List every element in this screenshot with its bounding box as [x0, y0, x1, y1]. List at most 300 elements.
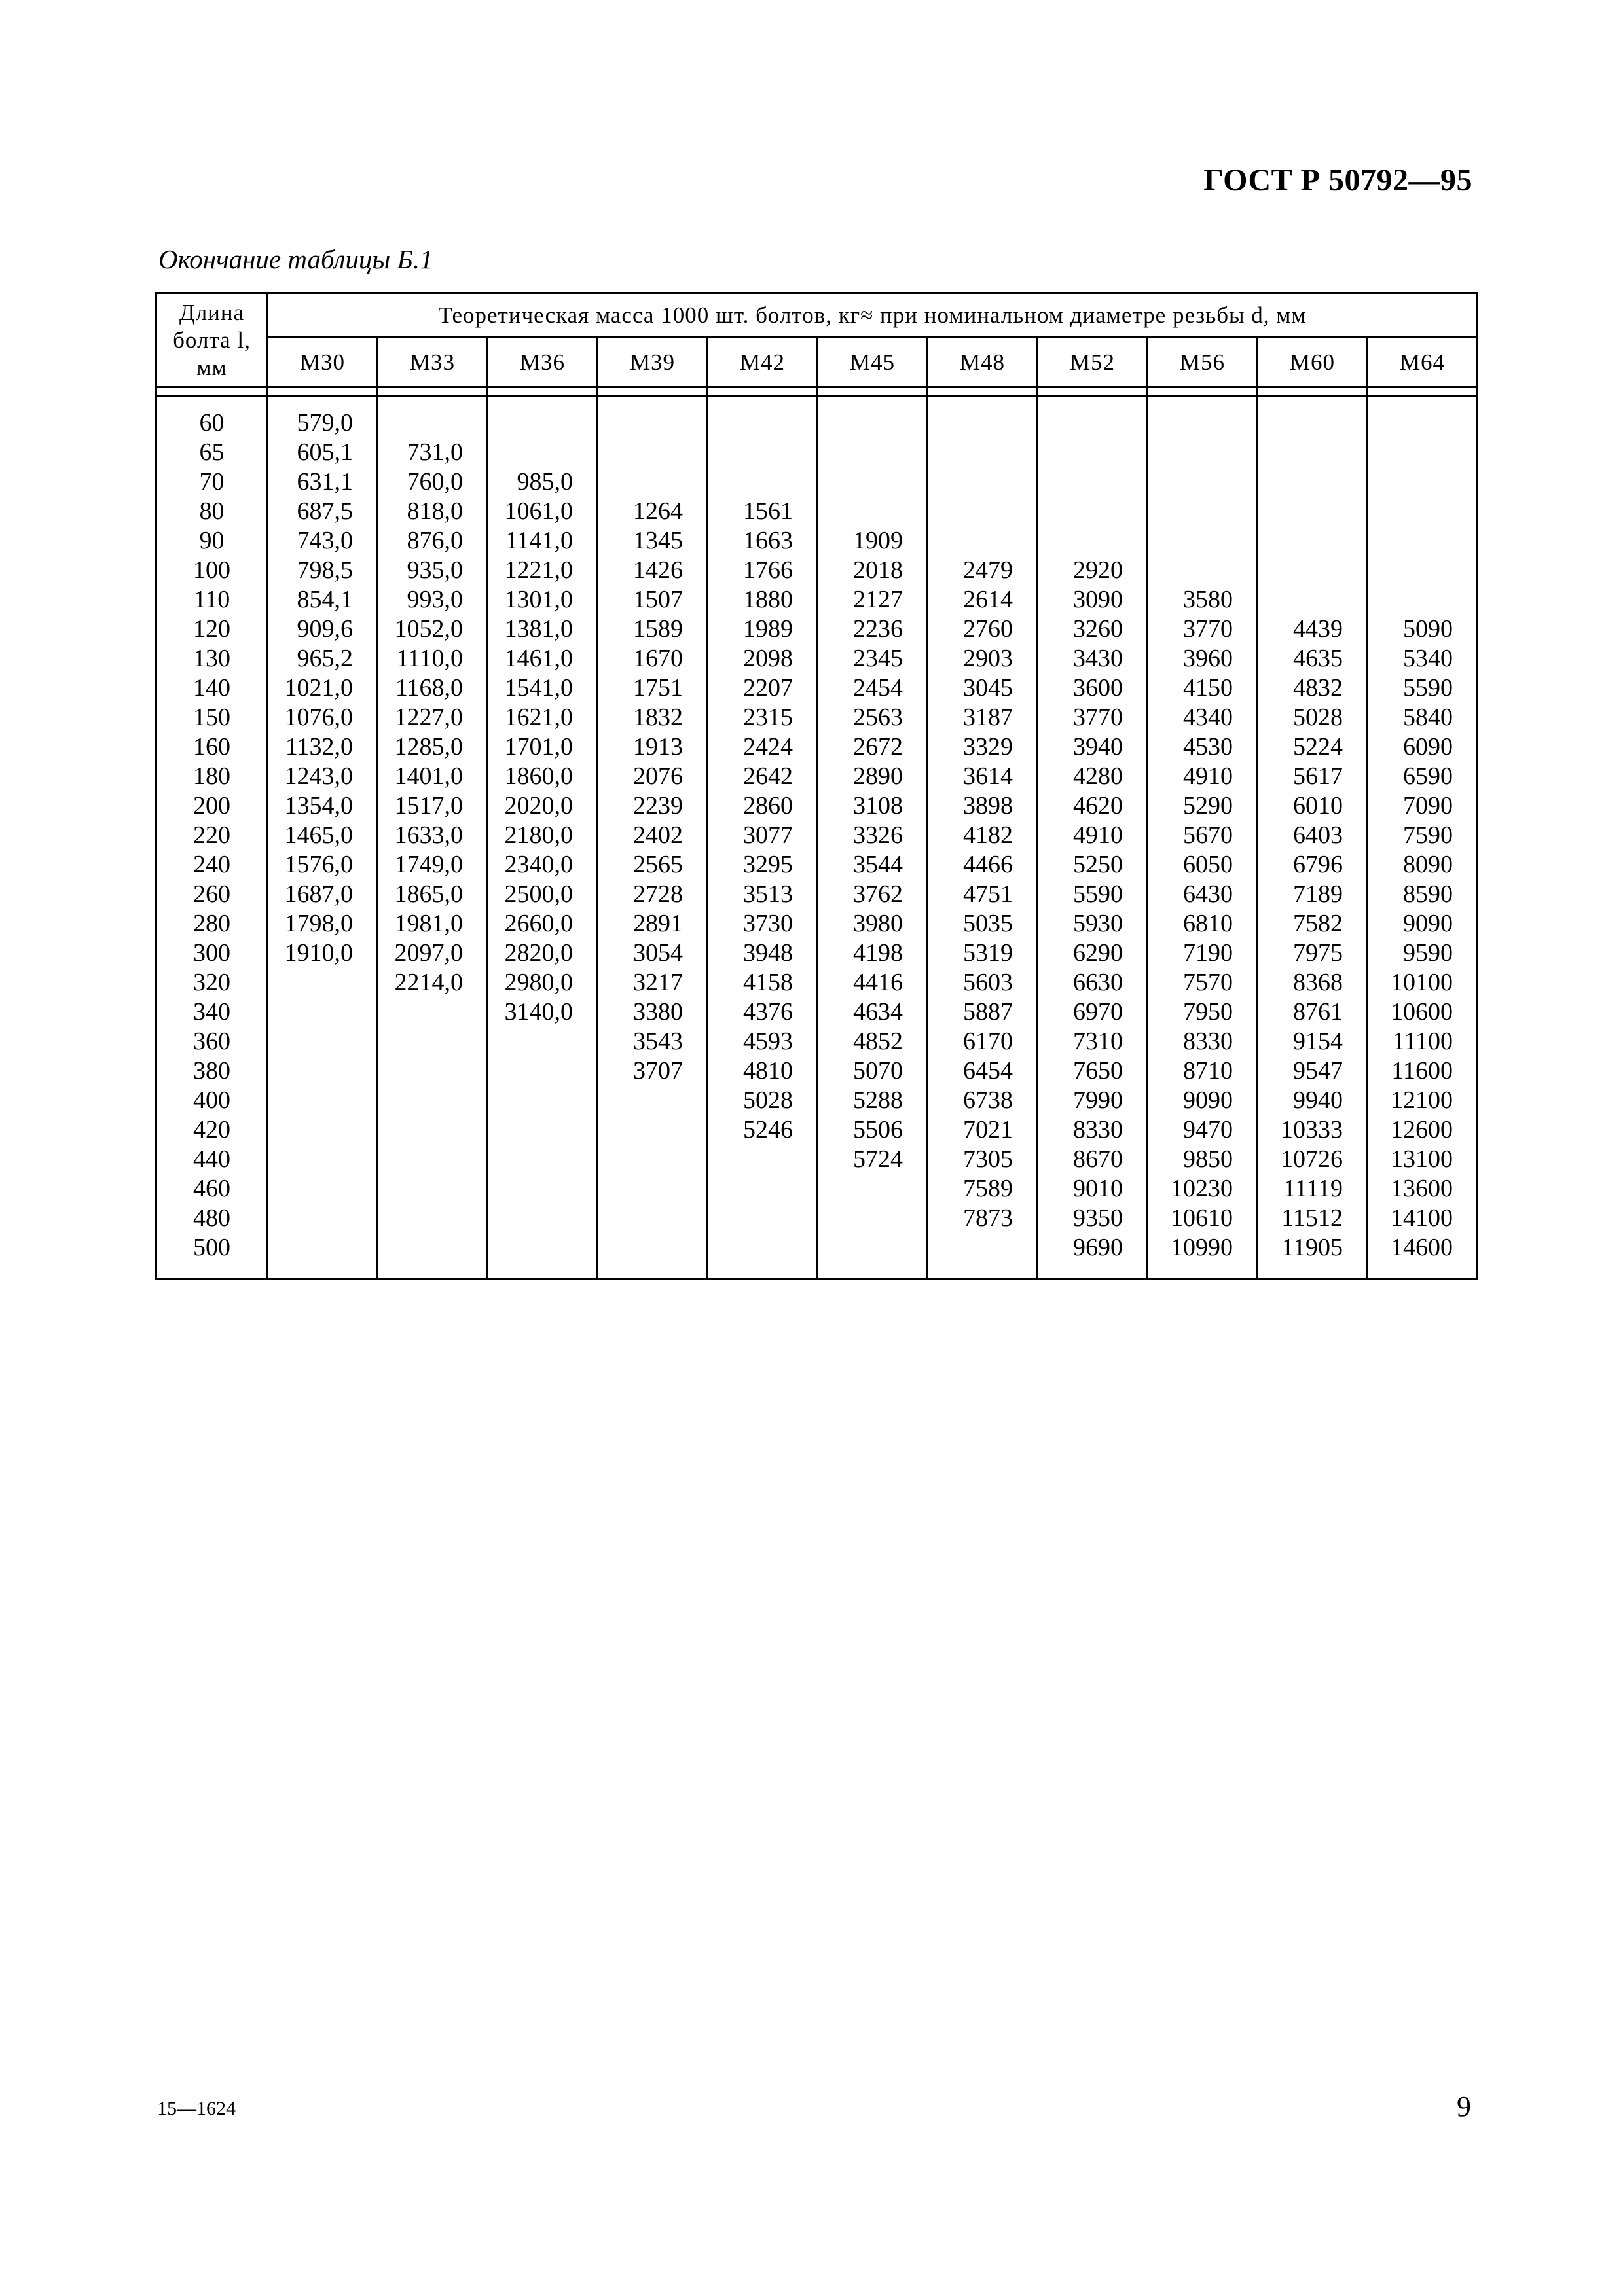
mass-cell: [488, 1174, 598, 1204]
mass-cell: 5288: [818, 1086, 928, 1115]
table-row: [156, 585, 1478, 615]
mass-cell: 5070: [818, 1056, 928, 1086]
table-row: [156, 791, 1478, 821]
mass-cell: [708, 438, 818, 467]
mass-cell: 2479: [928, 556, 1038, 585]
mass-cell: 4150: [1148, 673, 1258, 703]
mass-cell: [1368, 556, 1478, 585]
mass-cell: 2345: [818, 644, 928, 673]
table-row: [156, 673, 1478, 703]
mass-cell: 1517,0: [378, 791, 488, 821]
mass-cell: 7975: [1258, 939, 1368, 968]
mass-cell: 2760: [928, 615, 1038, 644]
mass-cell: 2239: [598, 791, 708, 821]
mass-cell: 5724: [818, 1145, 928, 1174]
mass-cell: 1910,0: [268, 939, 378, 968]
mass-cell: 1110,0: [378, 644, 488, 673]
mass-cell: 7021: [928, 1115, 1038, 1145]
mass-cell: 6738: [928, 1086, 1038, 1115]
mass-cell: [928, 1233, 1038, 1280]
mass-cell: 5090: [1368, 615, 1478, 644]
mass-cell: 6170: [928, 1027, 1038, 1056]
mass-cell: 1301,0: [488, 585, 598, 615]
table-row: [156, 1233, 1478, 1280]
length-cell: 460: [156, 1174, 268, 1204]
mass-cell: 10610: [1148, 1204, 1258, 1233]
length-column-header: [156, 293, 268, 387]
mass-cell: 1541,0: [488, 673, 598, 703]
mass-cell: [598, 1145, 708, 1174]
mass-cell: 1243,0: [268, 762, 378, 791]
mass-cell: 1021,0: [268, 673, 378, 703]
mass-cell: 1766: [708, 556, 818, 585]
mass-cell: 3543: [598, 1027, 708, 1056]
mass-cell: 2660,0: [488, 909, 598, 939]
mass-cell: 1909: [818, 526, 928, 556]
mass-cell: 4910: [1148, 762, 1258, 791]
mass-cell: 10230: [1148, 1174, 1258, 1204]
mass-cell: 1989: [708, 615, 818, 644]
mass-cell: [378, 1056, 488, 1086]
mass-cell: [1368, 396, 1478, 439]
mass-cell: [378, 1233, 488, 1280]
mass-cell: 1507: [598, 585, 708, 615]
mass-cell: 6970: [1038, 997, 1148, 1027]
mass-cell: 3770: [1038, 703, 1148, 732]
table-row: [156, 1145, 1478, 1174]
mass-cell: 909,6: [268, 615, 378, 644]
separator-cell: [1038, 387, 1148, 396]
mass-cell: 965,2: [268, 644, 378, 673]
mass-cell: 605,1: [268, 438, 378, 467]
mass-cell: 1981,0: [378, 909, 488, 939]
mass-cell: 8330: [1038, 1115, 1148, 1145]
mass-cell: [708, 1174, 818, 1204]
length-cell: 380: [156, 1056, 268, 1086]
mass-cell: [1368, 526, 1478, 556]
mass-cell: 10333: [1258, 1115, 1368, 1145]
mass-cell: [378, 396, 488, 439]
mass-cell: 7090: [1368, 791, 1478, 821]
mass-cell: 2020,0: [488, 791, 598, 821]
mass-cell: 4376: [708, 997, 818, 1027]
footer-code: 15—1624: [157, 2098, 236, 2119]
mass-cell: 7873: [928, 1204, 1038, 1233]
mass-cell: 8590: [1368, 880, 1478, 909]
mass-cell: 5028: [708, 1086, 818, 1115]
mass-cell: 9350: [1038, 1204, 1148, 1233]
mass-cell: 6590: [1368, 762, 1478, 791]
mass-cell: 3045: [928, 673, 1038, 703]
mass-cell: 6630: [1038, 968, 1148, 997]
mass-cell: 8330: [1148, 1027, 1258, 1056]
mass-cell: 8710: [1148, 1056, 1258, 1086]
length-cell: 70: [156, 467, 268, 497]
separator-cell: [818, 387, 928, 396]
mass-cell: 3217: [598, 968, 708, 997]
table-row: [156, 1115, 1478, 1145]
mass-cell: 1701,0: [488, 732, 598, 762]
mass-cell: 4158: [708, 968, 818, 997]
mass-cell: [598, 1115, 708, 1145]
mass-cell: [268, 1145, 378, 1174]
length-cell: 400: [156, 1086, 268, 1115]
mass-cell: 7582: [1258, 909, 1368, 939]
mass-cell: 11600: [1368, 1056, 1478, 1086]
mass-cell: 9547: [1258, 1056, 1368, 1086]
table-row: [156, 821, 1478, 850]
document-code: ГОСТ Р 50792—95: [1203, 163, 1472, 198]
mass-cell: 1227,0: [378, 703, 488, 732]
mass-cell: 1860,0: [488, 762, 598, 791]
mass-cell: 5224: [1258, 732, 1368, 762]
mass-cell: [1148, 556, 1258, 585]
mass-cell: [708, 467, 818, 497]
mass-cell: 4635: [1258, 644, 1368, 673]
mass-cell: 1061,0: [488, 497, 598, 526]
mass-cell: 2180,0: [488, 821, 598, 850]
length-cell: 420: [156, 1115, 268, 1145]
mass-cell: 2315: [708, 703, 818, 732]
mass-cell: 10726: [1258, 1145, 1368, 1174]
mass-cell: 6010: [1258, 791, 1368, 821]
mass-cell: 11100: [1368, 1027, 1478, 1056]
mass-cell: 7305: [928, 1145, 1038, 1174]
length-cell: 100: [156, 556, 268, 585]
mass-cell: 3090: [1038, 585, 1148, 615]
mass-cell: 1633,0: [378, 821, 488, 850]
mass-cell: 2980,0: [488, 968, 598, 997]
mass-cell: 631,1: [268, 467, 378, 497]
separator-cell: [928, 387, 1038, 396]
mass-cell: 7190: [1148, 939, 1258, 968]
mass-cell: [1038, 497, 1148, 526]
mass-cell: 1381,0: [488, 615, 598, 644]
bolt-mass-table-wrapper: [155, 292, 1476, 1280]
mass-cell: 9154: [1258, 1027, 1368, 1056]
table-row: [156, 1204, 1478, 1233]
mass-cell: 2207: [708, 673, 818, 703]
mass-cell: 3614: [928, 762, 1038, 791]
size-header-м52: М52: [1038, 337, 1148, 387]
size-header-м36: М36: [488, 337, 598, 387]
mass-cell: 2565: [598, 850, 708, 880]
mass-cell: 6290: [1038, 939, 1148, 968]
mass-cell: [1038, 467, 1148, 497]
mass-cell: 579,0: [268, 396, 378, 439]
mass-cell: 2018: [818, 556, 928, 585]
mass-cell: 1589: [598, 615, 708, 644]
mass-cell: 993,0: [378, 585, 488, 615]
table-row: [156, 909, 1478, 939]
mass-cell: 1345: [598, 526, 708, 556]
size-header-м60: М60: [1258, 337, 1368, 387]
mass-cell: [488, 1027, 598, 1056]
mass-cell: 13600: [1368, 1174, 1478, 1204]
table-row: [156, 615, 1478, 644]
mass-cell: [1148, 526, 1258, 556]
mass-cell: 4416: [818, 968, 928, 997]
mass-cell: 9690: [1038, 1233, 1148, 1280]
mass-cell: [1258, 396, 1368, 439]
mass-cell: [598, 467, 708, 497]
mass-cell: [1258, 556, 1368, 585]
mass-cell: [488, 438, 598, 467]
table-row: [156, 968, 1478, 997]
mass-cell: 3707: [598, 1056, 708, 1086]
separator-cell: [268, 387, 378, 396]
mass-cell: 4852: [818, 1027, 928, 1056]
mass-cell: [708, 396, 818, 439]
mass-cell: 4280: [1038, 762, 1148, 791]
separator-cell: [1258, 387, 1368, 396]
mass-cell: 2076: [598, 762, 708, 791]
mass-cell: [1258, 585, 1368, 615]
mass-cell: 3140,0: [488, 997, 598, 1027]
length-cell: 300: [156, 939, 268, 968]
mass-cell: [708, 1204, 818, 1233]
table-row: [156, 880, 1478, 909]
mass-cell: [1148, 438, 1258, 467]
length-cell: 320: [156, 968, 268, 997]
mass-cell: [818, 467, 928, 497]
mass-cell: [818, 396, 928, 439]
mass-cell: [488, 1056, 598, 1086]
mass-cell: 3054: [598, 939, 708, 968]
mass-cell: 3187: [928, 703, 1038, 732]
mass-cell: 8368: [1258, 968, 1368, 997]
mass-cell: 985,0: [488, 467, 598, 497]
length-cell: 440: [156, 1145, 268, 1174]
mass-cell: 5590: [1368, 673, 1478, 703]
separator-cell: [1368, 387, 1478, 396]
mass-cell: 5246: [708, 1115, 818, 1145]
mass-cell: 8090: [1368, 850, 1478, 880]
mass-cell: [708, 1145, 818, 1174]
mass-cell: 2097,0: [378, 939, 488, 968]
length-cell: 90: [156, 526, 268, 556]
mass-cell: 2098: [708, 644, 818, 673]
mass-cell: [928, 396, 1038, 439]
mass-cell: 9590: [1368, 939, 1478, 968]
size-header-м30: М30: [268, 337, 378, 387]
mass-cell: [1368, 585, 1478, 615]
length-cell: 280: [156, 909, 268, 939]
mass-cell: [268, 1027, 378, 1056]
separator-cell: [1148, 387, 1258, 396]
mass-cell: 2820,0: [488, 939, 598, 968]
mass-cell: 2860: [708, 791, 818, 821]
mass-cell: 3580: [1148, 585, 1258, 615]
mass-cell: [268, 1115, 378, 1145]
size-header-м64: М64: [1368, 337, 1478, 387]
mass-cell: 12600: [1368, 1115, 1478, 1145]
mass-cell: [1148, 497, 1258, 526]
mass-cell: [928, 526, 1038, 556]
length-cell: 80: [156, 497, 268, 526]
length-cell: 340: [156, 997, 268, 1027]
mass-cell: 3762: [818, 880, 928, 909]
size-header-м45: М45: [818, 337, 928, 387]
mass-cell: 5670: [1148, 821, 1258, 850]
mass-cell: [818, 1174, 928, 1204]
mass-cell: [488, 1086, 598, 1115]
length-header-line: болта l,: [173, 327, 251, 353]
mass-cell: 3544: [818, 850, 928, 880]
mass-cell: [1368, 497, 1478, 526]
mass-cell: [598, 1086, 708, 1115]
mass-cell: [1368, 438, 1478, 467]
mass-cell: 10600: [1368, 997, 1478, 1027]
mass-cell: [488, 396, 598, 439]
mass-cell: 1751: [598, 673, 708, 703]
mass-cell: [378, 1145, 488, 1174]
mass-cell: [1148, 467, 1258, 497]
mass-cell: 3077: [708, 821, 818, 850]
mass-cell: 935,0: [378, 556, 488, 585]
mass-cell: 2424: [708, 732, 818, 762]
mass-cell: [268, 1233, 378, 1280]
mass-cell: [378, 1027, 488, 1056]
mass-cell: 3295: [708, 850, 818, 880]
mass-cell: 1141,0: [488, 526, 598, 556]
mass-cell: 7590: [1368, 821, 1478, 850]
table-row: [156, 703, 1478, 732]
mass-cell: 9090: [1148, 1086, 1258, 1115]
mass-cell: 5290: [1148, 791, 1258, 821]
mass-cell: 1132,0: [268, 732, 378, 762]
mass-cell: 2728: [598, 880, 708, 909]
mass-cell: 9090: [1368, 909, 1478, 939]
mass-cell: 1865,0: [378, 880, 488, 909]
mass-cell: [268, 968, 378, 997]
mass-cell: 11905: [1258, 1233, 1368, 1280]
mass-cell: 4910: [1038, 821, 1148, 850]
length-cell: 360: [156, 1027, 268, 1056]
mass-cell: 1913: [598, 732, 708, 762]
mass-cell: 1401,0: [378, 762, 488, 791]
mass-cell: 2642: [708, 762, 818, 791]
mass-cell: 2920: [1038, 556, 1148, 585]
mass-cell: 7650: [1038, 1056, 1148, 1086]
mass-cell: [1038, 438, 1148, 467]
mass-cell: 4182: [928, 821, 1038, 850]
length-cell: 220: [156, 821, 268, 850]
mass-cell: 6454: [928, 1056, 1038, 1086]
length-cell: 60: [156, 396, 268, 439]
mass-cell: 1663: [708, 526, 818, 556]
page-number: 9: [1457, 2090, 1471, 2123]
header-separator: [156, 387, 1478, 396]
table-row: [156, 497, 1478, 526]
length-cell: 65: [156, 438, 268, 467]
mass-cell: 8670: [1038, 1145, 1148, 1174]
mass-cell: 4530: [1148, 732, 1258, 762]
mass-cell: 6430: [1148, 880, 1258, 909]
length-cell: 160: [156, 732, 268, 762]
mass-cell: 4439: [1258, 615, 1368, 644]
mass-cell: 5340: [1368, 644, 1478, 673]
mass-cell: 2454: [818, 673, 928, 703]
mass-cell: 743,0: [268, 526, 378, 556]
table-row: [156, 939, 1478, 968]
mass-cell: [818, 1233, 928, 1280]
table-row: [156, 467, 1478, 497]
separator-cell: [598, 387, 708, 396]
mass-cell: 8761: [1258, 997, 1368, 1027]
mass-cell: [268, 1204, 378, 1233]
mass-cell: 9010: [1038, 1174, 1148, 1204]
length-cell: 180: [156, 762, 268, 791]
mass-cell: 5506: [818, 1115, 928, 1145]
mass-cell: 6090: [1368, 732, 1478, 762]
mass-cell: [268, 1086, 378, 1115]
mass-cell: [378, 1115, 488, 1145]
mass-cell: 6403: [1258, 821, 1368, 850]
length-cell: 120: [156, 615, 268, 644]
mass-cell: 6810: [1148, 909, 1258, 939]
table-row: [156, 438, 1478, 467]
mass-cell: 6796: [1258, 850, 1368, 880]
length-cell: 140: [156, 673, 268, 703]
table-row: [156, 526, 1478, 556]
mass-cell: 3329: [928, 732, 1038, 762]
mass-cell: 5603: [928, 968, 1038, 997]
mass-cell: [928, 497, 1038, 526]
separator-cell: [708, 387, 818, 396]
mass-cell: 2214,0: [378, 968, 488, 997]
mass-cell: 1670: [598, 644, 708, 673]
mass-cell: [708, 1233, 818, 1280]
mass-cell: 1832: [598, 703, 708, 732]
mass-cell: [1038, 526, 1148, 556]
mass-cell: 731,0: [378, 438, 488, 467]
separator-cell: [488, 387, 598, 396]
mass-cell: 10990: [1148, 1233, 1258, 1280]
mass-cell: [488, 1115, 598, 1145]
mass-cell: 11119: [1258, 1174, 1368, 1204]
mass-cell: 3770: [1148, 615, 1258, 644]
table-row: [156, 1174, 1478, 1204]
mass-cell: 1264: [598, 497, 708, 526]
mass-cell: [1148, 396, 1258, 439]
mass-cell: 4593: [708, 1027, 818, 1056]
mass-cell: [378, 1086, 488, 1115]
mass-cell: 3513: [708, 880, 818, 909]
mass-cell: 1052,0: [378, 615, 488, 644]
table-row: [156, 1056, 1478, 1086]
mass-cell: [598, 1174, 708, 1204]
mass-header: Теоретическая масса 1000 шт. болтов, кг≈ при номинальном диаметре резьбы d, мм: [268, 293, 1478, 337]
length-cell: 480: [156, 1204, 268, 1233]
mass-cell: 876,0: [378, 526, 488, 556]
length-cell: 150: [156, 703, 268, 732]
mass-cell: 4751: [928, 880, 1038, 909]
mass-cell: 3600: [1038, 673, 1148, 703]
bolt-mass-table: [155, 292, 1478, 1280]
mass-cell: 7950: [1148, 997, 1258, 1027]
mass-cell: 7990: [1038, 1086, 1148, 1115]
mass-cell: 2500,0: [488, 880, 598, 909]
mass-cell: 5035: [928, 909, 1038, 939]
mass-cell: 3326: [818, 821, 928, 850]
mass-cell: [1258, 438, 1368, 467]
mass-cell: 2563: [818, 703, 928, 732]
mass-cell: 2672: [818, 732, 928, 762]
mass-cell: 2127: [818, 585, 928, 615]
mass-cell: 9850: [1148, 1145, 1258, 1174]
mass-cell: 1576,0: [268, 850, 378, 880]
